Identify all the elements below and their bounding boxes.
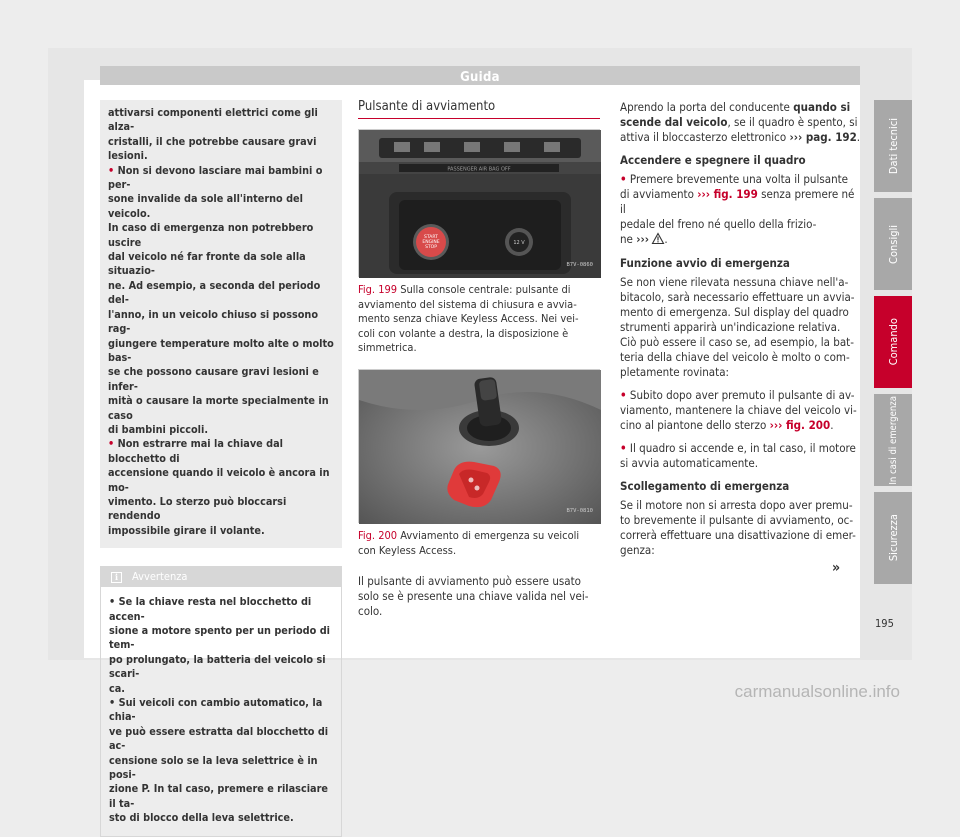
figure-199-caption: [358, 283, 600, 355]
bullet-icon: •: [108, 163, 115, 177]
text-line: coli con volante a destra, la disposizione è: [358, 326, 569, 340]
bullet-paragraph: [620, 441, 862, 471]
tab-label: Sicurezza: [886, 514, 900, 562]
text-line: dal veicolo né far fronte da sole alla situazio-: [108, 250, 306, 278]
tab-label: In casi di emergenza: [887, 395, 899, 485]
text-line: teria della chiave del veicolo è molto o com-: [620, 350, 850, 364]
text-line: sone invalide da sole all'interno del veicolo.: [108, 192, 303, 220]
text-line: di bambini piccoli.: [108, 422, 209, 436]
tab-in-casi-di-emergenza[interactable]: [874, 394, 912, 486]
text-line: Se il motore non si arresta dopo aver premu-: [620, 498, 853, 512]
text-line: pletamente rovinata:: [620, 365, 730, 379]
text-span: senza premere né il: [620, 187, 855, 216]
text-line: po prolungato, la batteria del veicolo si scari-: [109, 652, 326, 681]
info-icon: i: [111, 572, 122, 583]
svg-text:ENGINE: ENGINE: [422, 240, 440, 246]
figure-code: B7V-0810: [566, 508, 593, 515]
warning-reference-link[interactable]: ›››: [636, 232, 650, 246]
text-line: Se la chiave resta nel blocchetto di accen-: [109, 595, 312, 623]
text-span: Aprendo la porta del conducente: [620, 100, 794, 114]
subheading: Scollegamento di emergenza: [620, 479, 790, 493]
note-title: Avvertenza: [132, 569, 188, 583]
tab-dati-tecnici[interactable]: [874, 100, 912, 192]
text-line: si avvia automaticamente.: [620, 456, 758, 470]
text-line: ca.: [109, 681, 126, 695]
page-number: 195: [875, 617, 894, 630]
text-line: Il pulsante di avviamento può essere usato: [358, 574, 581, 589]
text-line: con Keyless Access.: [358, 543, 457, 557]
tab-consigli[interactable]: [874, 198, 912, 290]
text-line: solo se è presente una chiave valida nel vei-: [358, 589, 589, 604]
text-line: attivarsi componenti elettrici come gli alza-: [108, 106, 318, 134]
bullet-icon: •: [620, 172, 627, 186]
text-line: Se non viene rilevata nessuna chiave nell'a-: [620, 275, 849, 289]
text-line: l'anno, in un veicolo chiuso si possono rag-: [108, 307, 319, 336]
text-span: .: [830, 418, 834, 432]
text-span: di avviamento: [620, 187, 698, 201]
text-line: strumenti apparirà un'indicazione relativa.: [620, 320, 841, 334]
bullet-paragraph: [620, 172, 862, 248]
middle-column: [358, 100, 600, 619]
warning-bullet: [108, 164, 334, 438]
figure-label: Fig. 200: [358, 529, 398, 543]
warning-triangle-icon: [652, 233, 664, 248]
tab-label: Dati tecnici: [886, 117, 900, 175]
figure-reference-link[interactable]: ››› fig. 200: [769, 418, 831, 432]
note-box: [100, 566, 342, 837]
header-bar: [100, 66, 860, 85]
watermark: carmanualsonline.info: [734, 682, 900, 701]
figure-199: [358, 129, 600, 277]
right-column: [620, 100, 862, 566]
bullet-icon: •: [620, 441, 627, 455]
note-body: [101, 587, 341, 836]
bullet-icon: •: [108, 437, 115, 451]
text-line: ne. Ad esempio, a seconda del periodo del-: [108, 278, 321, 307]
text-line: accensione quando il veicolo è ancora in mo-: [108, 466, 330, 494]
text-line: censione solo se la leva selettrice è in posi-: [109, 753, 318, 782]
text-line: Ciò può essere il caso se, ad esempio, la bat-: [620, 335, 854, 349]
figure-reference-link[interactable]: ››› fig. 199: [697, 187, 758, 201]
text-line: mità o causare la morte specialmente in caso: [108, 394, 329, 422]
text-line: Non si devono lasciare mai bambini o per-: [108, 163, 323, 192]
continue-arrow-icon: »: [832, 560, 841, 576]
paragraph: [620, 498, 862, 558]
tab-sicurezza[interactable]: [874, 492, 912, 584]
text-span: attiva il bloccasterzo elettronico: [620, 130, 790, 144]
tab-comando[interactable]: [874, 296, 912, 388]
text-line: mento di emergenza. Sul display del quadro: [620, 305, 849, 319]
figure-label: Fig. 199: [358, 283, 398, 297]
text-span: cino al piantone dello sterzo: [620, 418, 770, 432]
text-line: mento senza chiave Keyless Access. Nei vei-: [358, 312, 579, 326]
bullet-icon: •: [620, 388, 627, 402]
text-span: .: [664, 232, 668, 246]
text-line: genza:: [620, 543, 655, 557]
text-line: bitacolo, sarà necessario effettuare un avvia-: [620, 290, 855, 304]
text-line: sto di blocco della leva selettrice.: [109, 811, 294, 825]
emergency-start-illustration: [359, 370, 601, 524]
text-span: .: [856, 130, 861, 144]
note-bullet: [109, 595, 333, 696]
text-line: giungere temperature molto alte o molto bas-: [108, 336, 334, 364]
text-line: Sui veicoli con cambio automatico, la chia-: [109, 696, 323, 724]
text-line: sione a motore spento per un periodo di tem-: [109, 624, 330, 652]
text-line: impossibile girare il volante.: [108, 523, 265, 537]
bullet-icon: •: [109, 595, 116, 609]
text-line: se che possono causare gravi lesioni e infer-: [108, 365, 319, 393]
note-header: [101, 567, 341, 587]
text-line: avviamento del sistema di chiusura e avvia-: [358, 297, 577, 311]
text-line: Il quadro si accende e, in tal caso, il motore: [629, 441, 856, 455]
text-line: to brevemente il pulsante di avviamento, oc-: [620, 513, 854, 527]
left-column: [100, 100, 342, 837]
page-reference-link[interactable]: ››› pag. 192: [789, 130, 857, 144]
socket-label: 12 V: [513, 240, 525, 247]
warning-bullet: [108, 437, 334, 538]
text-span: quando si: [793, 100, 851, 114]
paragraph: [620, 275, 862, 380]
text-line: vimento. Lo sterzo può bloccarsi rendendo: [108, 494, 287, 523]
text-line: correrà effettuare una disattivazione di emer-: [620, 528, 856, 542]
text-span: Premere brevemente una volta il pulsante: [629, 172, 849, 186]
text-line: colo.: [358, 604, 383, 619]
text-span: scende dal veicolo: [620, 115, 728, 129]
text-span: Subito dopo aver premuto il pulsante di av-: [629, 388, 855, 402]
text-line: Sulla console centrale: pulsante di: [397, 283, 571, 297]
text-line: ve può essere estratta dal blocchetto di ac-: [109, 724, 329, 753]
text-span: ne: [620, 232, 637, 246]
warning-continuation: [100, 100, 342, 548]
text-line: simmetrica.: [358, 341, 417, 355]
tab-label: Consigli: [886, 224, 900, 264]
subheading: Funzione avvio di emergenza: [620, 256, 790, 270]
figure-code: B7V-0860: [566, 262, 593, 268]
text-line: In caso di emergenza non potrebbero uscire: [108, 221, 314, 249]
subheading: Accendere e spegnere il quadro: [620, 153, 806, 167]
start-button-illustration: [359, 130, 601, 278]
bullet-icon: •: [109, 696, 116, 710]
note-bullet: [109, 696, 333, 826]
bullet-paragraph: [620, 388, 862, 433]
text-line: Avviamento di emergenza su veicoli: [397, 529, 580, 543]
tab-label: Comando: [886, 318, 900, 366]
header-title: Guida: [460, 70, 500, 85]
svg-text:STOP: STOP: [425, 245, 437, 251]
text-span: viamento, mantenere la chiave del veicolo vi-: [620, 403, 857, 417]
intro-paragraph: [620, 100, 862, 145]
svg-text:START: START: [424, 235, 438, 241]
text-span: pedale del freno né quello della frizio-: [620, 217, 817, 231]
text-line: Non estrarre mai la chiave dal blocchetto di: [108, 437, 283, 465]
text-line: zione P. In tal caso, premere e rilasciare il ta-: [109, 782, 328, 810]
figure-200-caption: [358, 529, 600, 558]
figure-200: [358, 369, 600, 523]
text-span: , se il quadro è spento, si: [727, 115, 858, 129]
text-line: cristalli, il che potrebbe causare gravi lesioni.: [108, 134, 317, 163]
section-title: Pulsante di avviamento: [358, 100, 600, 119]
airbag-label: PASSENGER AIR BAG OFF: [447, 166, 511, 173]
body-paragraph: [358, 574, 600, 619]
